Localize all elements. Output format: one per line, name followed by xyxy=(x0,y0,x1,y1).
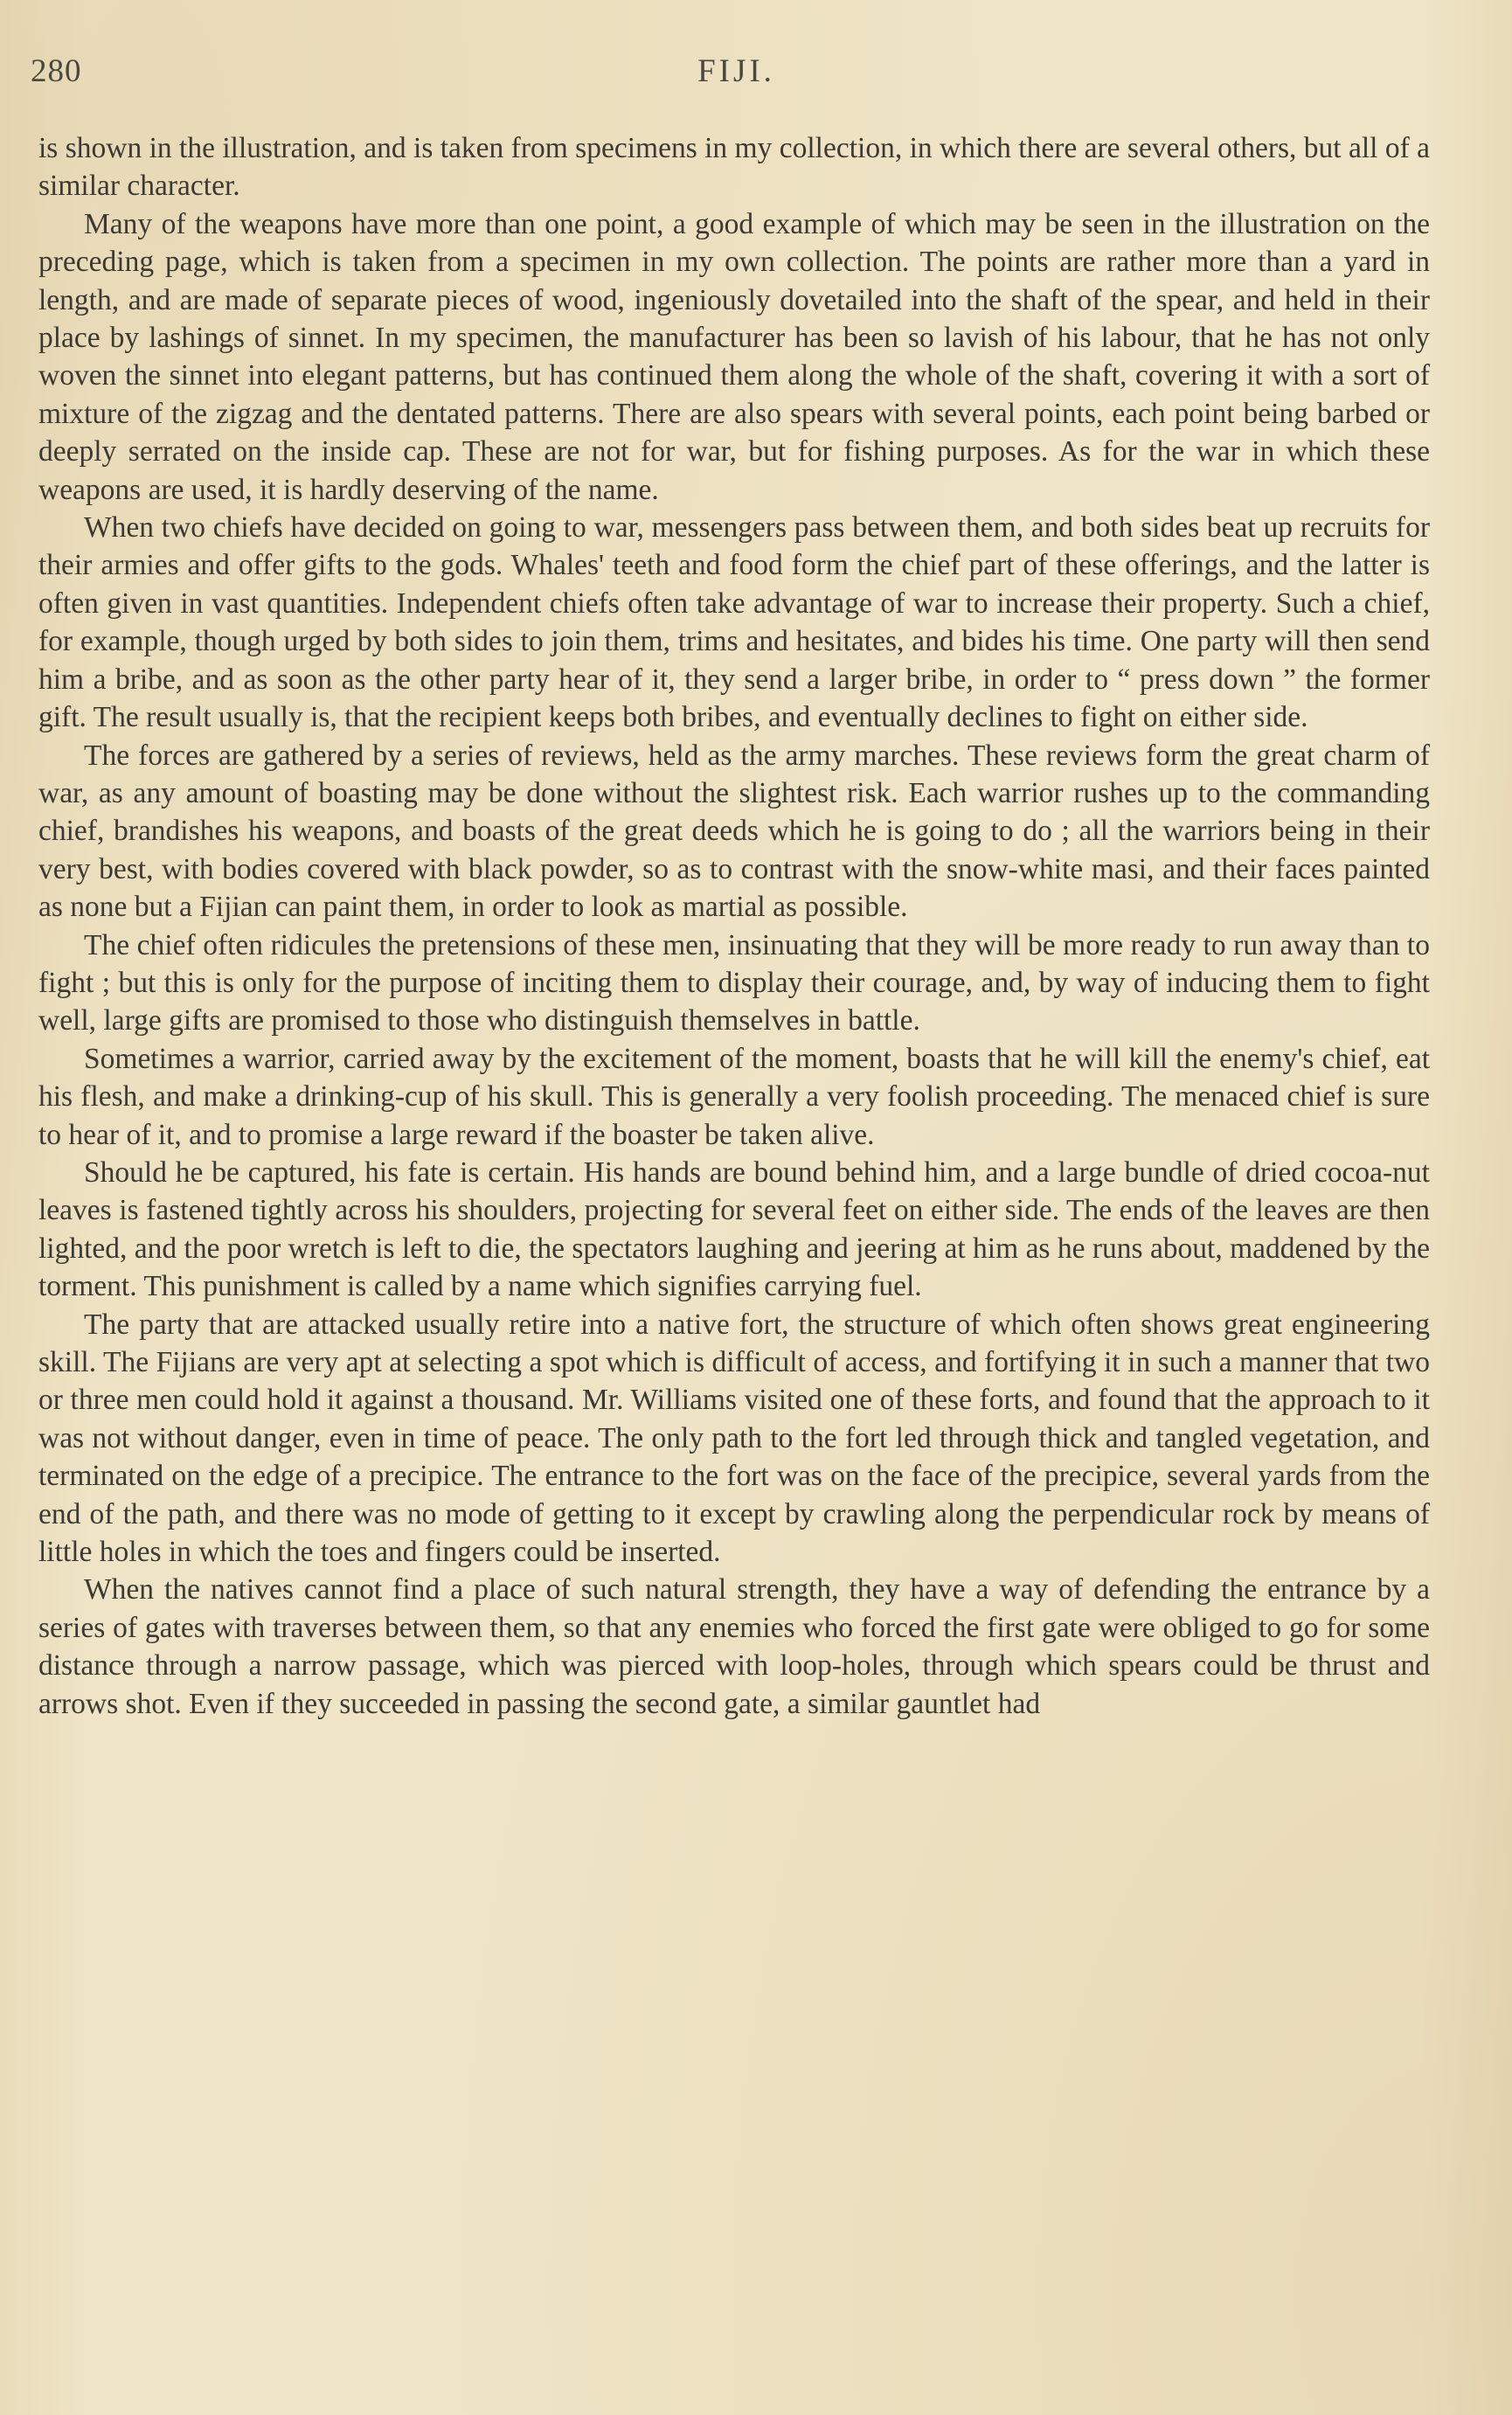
paragraph: The party that are attacked usually retire into a native fort, the structure of which often shows great engineering skill. The Fijians are very apt at selecting a spot which is difficult of access, and fortifying it in such a manner that two or three men could hold it against a thousand. Mr. Williams visited one of these forts, and found that the approach to it was not without danger, even in time of peace. The only path to the fort led through thick and tangled vegetation, and terminated on the edge of a precipice. The entrance to the fort was on the face of the precipice, several yards from the end of the path, and there was no mode of getting to it except by crawling along the perpendicular rock by means of little holes in which the toes and fingers could be inserted. xyxy=(38,1308,1430,1569)
page-number: 280 xyxy=(31,53,82,89)
paragraph: Sometimes a warrior, carried away by the excitement of the moment, boasts that he will kill the enemy's chief, eat his flesh, and make a drinking-cup of his skull. This is generally a very foolish proceeding. The menaced chief is sure to hear of it, and to promise a large reward if the boaster be taken alive. xyxy=(38,1042,1430,1151)
body-text xyxy=(38,129,1430,1723)
paragraph: The forces are gathered by a series of reviews, held as the army marches. These reviews form the great charm of war, as any amount of boasting may be done without the slightest risk. Each warrior rushes up to the commanding chief, brandishes his weapons, and boasts of the great deeds which he is going to do ; all the warriors being in their very best, with bodies covered with black powder, so as to contrast with the snow-white masi, and their faces painted as none but a Fijian can paint them, in order to look as martial as possible. xyxy=(38,739,1430,924)
paragraph: is shown in the illustration, and is taken from specimens in my collection, in which there are several others, but all of a similar character. xyxy=(38,132,1430,203)
running-title: FIJI. xyxy=(697,53,775,89)
paragraph: When the natives cannot find a place of such natural strength, they have a way of defending the entrance by a series of gates with traverses between them, so that any enemies who forced the first gate were obliged to go for some distance through a narrow passage, which was pierced with loop-holes, through which spears could be thrust and arrows shot. Even if they succeeded in passing the second gate, a similar gauntlet had xyxy=(38,1573,1430,1720)
page-header xyxy=(31,52,1442,105)
paragraph: Should he be captured, his fate is certain. His hands are bound behind him, and a large bundle of dried cocoa-nut leaves is fastened tightly across his shoulders, projecting for several feet on either side. The ends of the leaves are then lighted, and the poor wretch is left to die, the spectators laughing and jeering at him as he runs about, maddened by the torment. This punishment is called by a name which signifies carrying fuel. xyxy=(38,1155,1430,1303)
paragraph: The chief often ridicules the pretensions of these men, insinuating that they will be more ready to run away than to fight ; but this is only for the purpose of inciting them to display their courage, and, by way of inducing them to fight well, large gifts are promised to those who distinguish themselves in battle. xyxy=(38,928,1430,1037)
paragraph: When two chiefs have decided on going to war, messengers pass between them, and both sides beat up recruits for their armies and offer gifts to the gods. Whales' teeth and food form the chief part of these offerings, and the latter is often given in vast quantities. Independent chiefs often take advantage of war to increase their property. Such a chief, for example, though urged by both sides to join them, trims and hesitates, and bides his time. One party will then send him a bribe, and as soon as the other party hear of it, they send a larger bribe, in order to “ press down ” the former gift. The result usually is, that the recipient keeps both bribes, and eventually declines to fight on either side. xyxy=(38,511,1430,734)
paragraph: Many of the weapons have more than one point, a good example of which may be seen in the illustration on the preceding page, which is taken from a specimen in my own collection. The points are rather more than a yard in length, and are made of separate pieces of wood, ingeniously dovetailed into the shaft of the spear, and held in their place by lashings of sinnet. In my specimen, the manufacturer has been so lavish of his labour, that he has not only woven the sinnet into elegant patterns, but has continued them along the whole of the shaft, covering it with a sort of mixture of the zigzag and the dentated patterns. There are also spears with several points, each point being barbed or deeply serrated on the inside cap. These are not for war, but for fishing purposes. As for the war in which these weapons are used, it is hardly deserving of the name. xyxy=(38,207,1430,506)
